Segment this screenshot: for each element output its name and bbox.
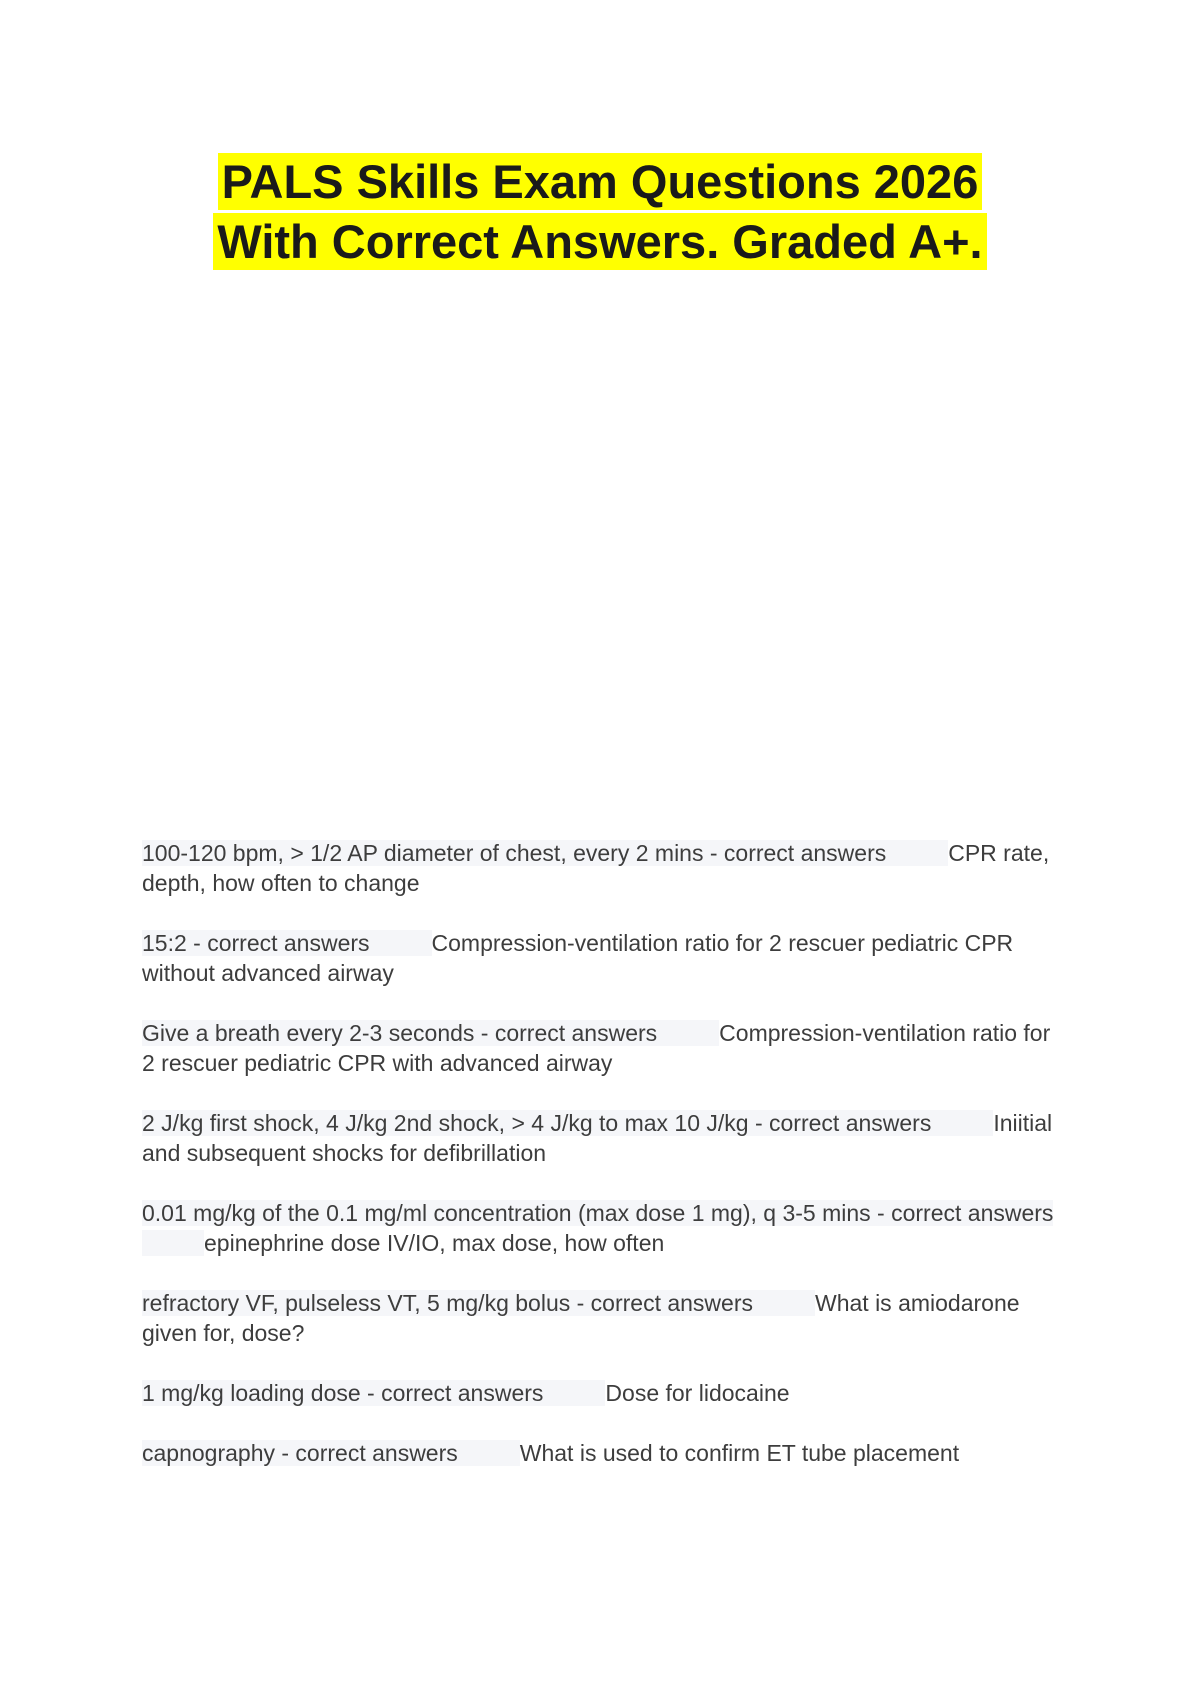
qa-item: [142, 1288, 1062, 1348]
qa-question: What is used to confirm ET tube placement: [519, 1440, 960, 1466]
qa-item: [142, 838, 1062, 898]
qa-question: What is amiodarone given for, dose?: [142, 1290, 1020, 1346]
qa-item: [142, 1198, 1062, 1258]
document-title: [190, 152, 1010, 272]
qa-list: [142, 838, 1062, 1498]
qa-answer: 15:2 - correct answers: [142, 930, 370, 956]
qa-item: [142, 1378, 1062, 1408]
title-line-1: PALS Skills Exam Questions 2026: [218, 153, 983, 210]
qa-answer: refractory VF, pulseless VT, 5 mg/kg bolus - correct answers: [142, 1290, 753, 1316]
qa-answer: 2 J/kg first shock, 4 J/kg 2nd shock, > 4 J/kg to max 10 J/kg - correct answers: [142, 1110, 932, 1136]
qa-item: [142, 928, 1062, 988]
qa-item: [142, 1018, 1062, 1078]
qa-item: [142, 1108, 1062, 1168]
qa-question: CPR rate, depth, how often to change: [142, 840, 1050, 896]
qa-question: Dose for lidocaine: [605, 1380, 790, 1406]
qa-answer: 0.01 mg/kg of the 0.1 mg/ml concentration (max dose 1 mg), q 3-5 mins - correct answers: [142, 1200, 1054, 1226]
qa-item: [142, 1438, 1062, 1468]
title-line-2: With Correct Answers. Graded A+.: [213, 213, 986, 270]
qa-question: Iniitial and subsequent shocks for defibrillation: [142, 1110, 1053, 1166]
qa-answer: capnography - correct answers: [142, 1440, 458, 1466]
qa-answer: Give a breath every 2-3 seconds - correct answers: [142, 1020, 658, 1046]
qa-question: Compression-ventilation ratio for 2 rescuer pediatric CPR with advanced airway: [142, 1020, 1051, 1076]
qa-question: Compression-ventilation ratio for 2 rescuer pediatric CPR without advanced airway: [142, 930, 1014, 986]
qa-answer: 1 mg/kg loading dose - correct answers: [142, 1380, 544, 1406]
qa-answer: 100-120 bpm, > 1/2 AP diameter of chest, every 2 mins - correct answers: [142, 840, 887, 866]
qa-question: epinephrine dose IV/IO, max dose, how often: [204, 1230, 665, 1256]
